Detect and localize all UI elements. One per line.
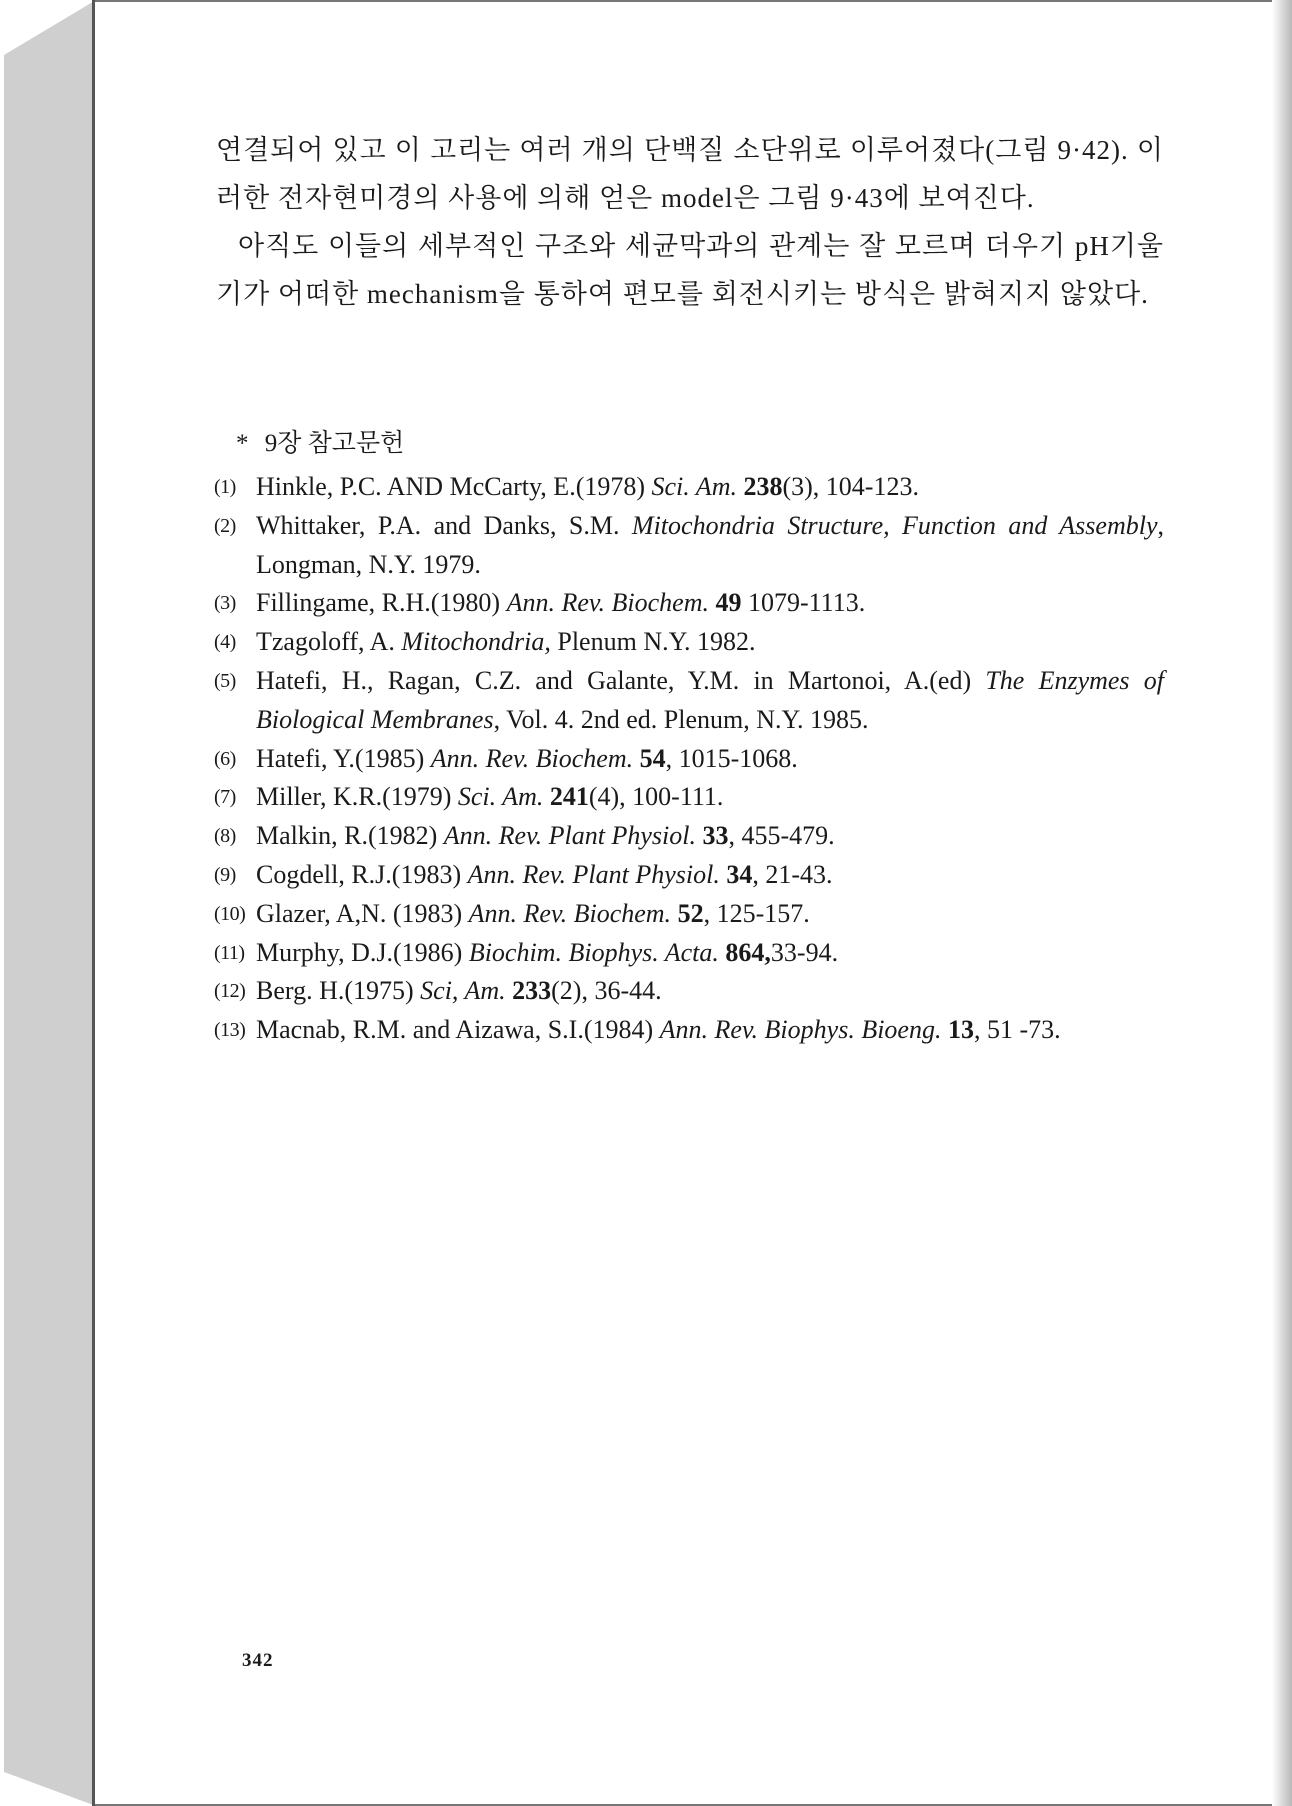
- reference-authors: Berg. H.(1975): [256, 976, 421, 1006]
- reference-volume: 54: [639, 743, 666, 773]
- reference-volume: 34: [726, 859, 753, 889]
- reference-item: [216, 972, 1164, 1011]
- reference-pages: , Longman, N.Y. 1979.: [256, 510, 1164, 579]
- reference-number: (11): [214, 941, 245, 964]
- reference-item: [216, 934, 1164, 973]
- reference-item: [216, 584, 1164, 623]
- reference-item: [216, 856, 1164, 895]
- reference-volume: 33: [702, 821, 729, 851]
- page-right-shadow: [1272, 0, 1292, 1806]
- references-heading: [236, 424, 1164, 464]
- reference-authors: Whittaker, P.A. and Danks, S.M.: [256, 510, 632, 540]
- reference-journal: Ann. Rev. Plant Physiol.: [467, 859, 720, 889]
- reference-number: (7): [214, 786, 236, 809]
- reference-pages: , 21-43.: [752, 859, 833, 889]
- asterisk-marker: *: [236, 430, 249, 457]
- reference-journal: Ann. Rev. Plant Physiol.: [443, 821, 696, 851]
- reference-number: (10): [214, 902, 246, 925]
- reference-journal: Ann. Rev. Biochem.: [506, 588, 709, 618]
- reference-volume: 241: [549, 782, 589, 812]
- reference-authors: Hatefi, Y.(1985): [256, 743, 431, 773]
- reference-pages: Plenum N.Y. 1982.: [550, 627, 756, 657]
- reference-authors: Miller, K.R.(1979): [256, 782, 458, 812]
- reference-item: [216, 623, 1164, 662]
- reference-authors: Malkin, R.(1982): [256, 821, 444, 851]
- reference-number: (13): [214, 1019, 246, 1042]
- reference-journal: Sci, Am.: [420, 976, 506, 1006]
- reference-item: [216, 817, 1164, 856]
- references-title: 9장 참고문헌: [264, 430, 405, 457]
- reference-number: (1): [214, 476, 236, 498]
- reference-pages: (3), 104-123.: [782, 472, 919, 501]
- reference-item: [216, 507, 1164, 585]
- reference-journal: Ann. Rev. Biophys. Bioeng.: [659, 1015, 942, 1045]
- reference-journal: Ann. Rev. Biochem.: [468, 898, 672, 928]
- reference-item: [216, 895, 1164, 934]
- reference-authors: Glazer, A,N. (1983): [256, 898, 469, 928]
- reference-number: (8): [214, 825, 236, 848]
- reference-authors: Tzagoloff, A.: [256, 627, 402, 657]
- reference-pages: 33-94.: [770, 937, 839, 967]
- reference-volume: 52: [677, 898, 704, 928]
- reference-pages: , 125-157.: [703, 898, 810, 928]
- reference-number: (4): [214, 631, 236, 654]
- reference-volume: 13: [947, 1015, 974, 1045]
- reference-number: (9): [214, 863, 236, 886]
- reference-number: (6): [214, 747, 236, 770]
- reference-authors: Cogdell, R.J.(1983): [256, 859, 468, 889]
- reference-volume: 238: [743, 472, 783, 501]
- reference-journal: Biochim. Biophys. Acta.: [468, 937, 719, 967]
- reference-authors: Fillingame, R.H.(1980): [256, 588, 507, 618]
- reference-journal: The Enzymes of Biological Membranes: [256, 665, 1165, 734]
- reference-pages: 1079-1113.: [741, 588, 866, 618]
- reference-pages: (4), 100-111.: [588, 782, 724, 812]
- reference-number: (5): [214, 669, 236, 692]
- book-page-edge: [4, 0, 96, 1806]
- reference-item: [216, 1011, 1164, 1050]
- reference-authors: Hinkle, P.C. AND McCarty, E.(1978): [256, 472, 652, 501]
- reference-journal: Mitochondria Structure, Function and Assembly: [631, 510, 1158, 540]
- reference-authors: Hatefi, H., Ragan, C.Z. and Galante, Y.M. in Martonoi, A.(ed): [256, 665, 986, 695]
- references-list: [216, 468, 1164, 1050]
- reference-volume: 49: [715, 588, 742, 618]
- reference-pages: , 455-479.: [728, 821, 835, 851]
- reference-item: [216, 778, 1164, 817]
- reference-number: (3): [214, 592, 236, 615]
- reference-number: (2): [214, 514, 236, 537]
- reference-item: [216, 740, 1164, 779]
- page-content: [216, 126, 1164, 1050]
- body-paragraph-1: 연결되어 있고 이 고리는 여러 개의 단백질 소단위로 이루어졌다(그림 9·42). 이러한 전자현미경의 사용에 의해 얻은 model은 그림 9·43에 보여진다.: [216, 135, 1164, 213]
- body-paragraph-2: 아직도 이들의 세부적인 구조와 세균막과의 관계는 잘 모르며 더우기 pH기울기가 어떠한 mechanism을 통하여 편모를 회전시키는 방식은 밝혀지지 않았다.: [216, 231, 1164, 309]
- reference-authors: Macnab, R.M. and Aizawa, S.I.(1984): [256, 1015, 660, 1045]
- reference-pages: (2), 36-44.: [551, 976, 662, 1006]
- reference-pages: , 51 -73.: [973, 1015, 1061, 1045]
- reference-journal: Mitochondria,: [401, 627, 551, 657]
- reference-item: [216, 662, 1164, 740]
- page-number: 342: [242, 1650, 274, 1671]
- reference-volume: 864,: [725, 937, 771, 967]
- reference-pages: , 1015-1068.: [665, 743, 798, 773]
- reference-volume: 233: [512, 976, 552, 1006]
- reference-number: (12): [214, 980, 246, 1003]
- reference-pages: , Vol. 4. 2nd ed. Plenum, N.Y. 1985.: [493, 704, 869, 734]
- reference-authors: Murphy, D.J.(1986): [256, 937, 469, 967]
- reference-journal: Ann. Rev. Biochem.: [430, 743, 634, 773]
- reference-journal: Sci. Am.: [651, 472, 737, 501]
- reference-item: [216, 468, 1164, 507]
- reference-journal: Sci. Am.: [457, 782, 544, 812]
